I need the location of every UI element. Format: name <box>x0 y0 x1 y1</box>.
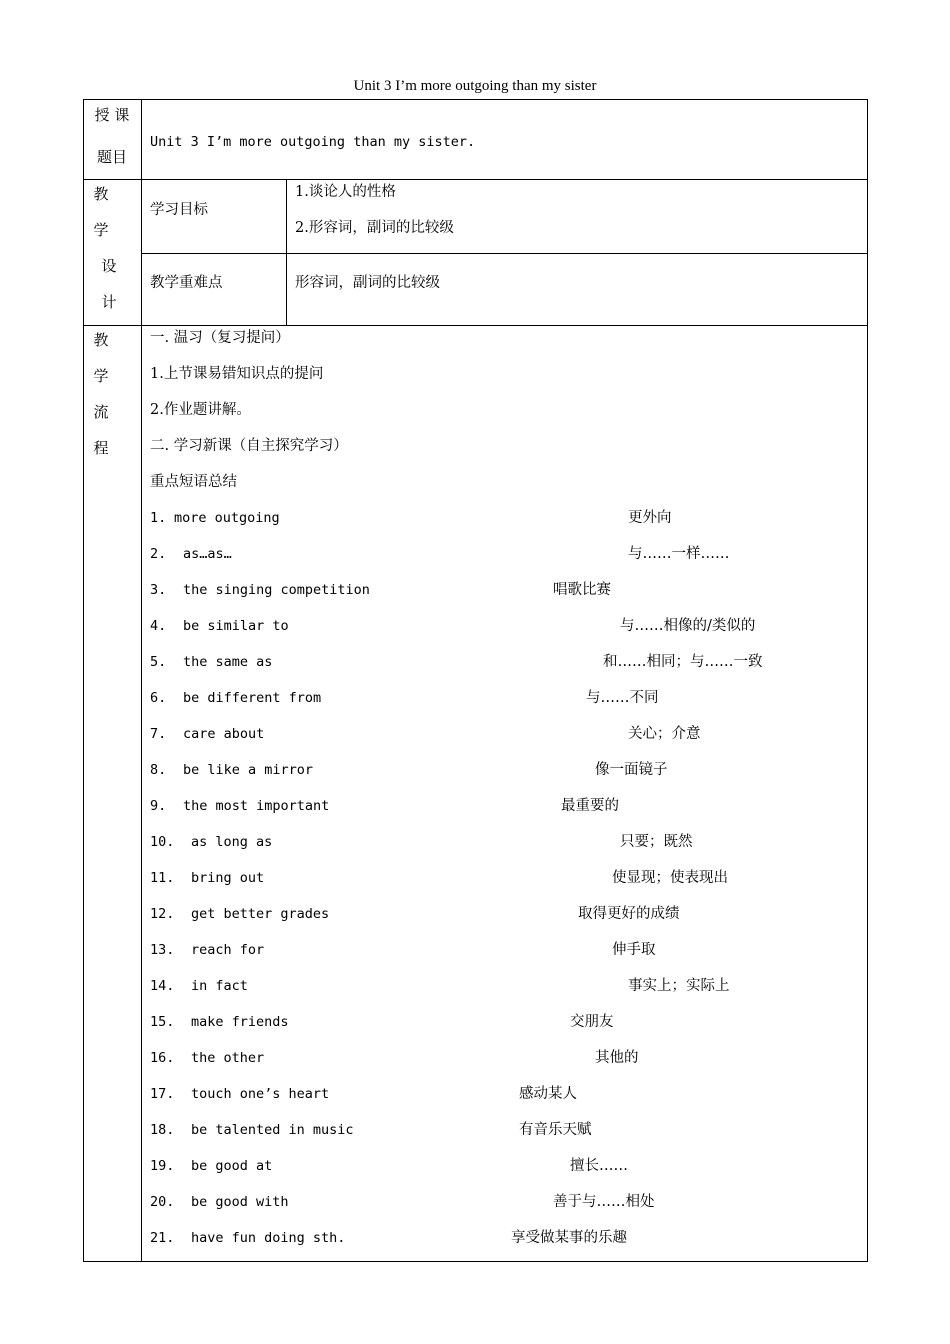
phrase-number: 12. <box>150 906 175 922</box>
phrase-english: be similar to <box>183 618 289 634</box>
phrase-english: be talented in music <box>191 1122 354 1138</box>
design-label-char: 计 <box>101 293 117 311</box>
phrase-chinese: 感动某人 <box>519 1086 577 1102</box>
phrase-number: 16. <box>150 1050 175 1066</box>
phrase-number: 5. <box>150 654 167 670</box>
phrase-number: 8. <box>150 762 167 778</box>
phrase-chinese: 最重要的 <box>561 798 619 814</box>
goal-item: 1.谈论人的性格 <box>295 184 396 200</box>
table-border <box>141 99 142 1262</box>
goals-label: 学习目标 <box>150 202 208 218</box>
phrase-number: 7. <box>150 726 167 742</box>
phrase-number: 9. <box>150 798 167 814</box>
phrase-chinese: 关心；介意 <box>628 726 701 742</box>
phrase-chinese: 与……一样…… <box>628 546 730 562</box>
process-line: 1.上节课易错知识点的提问 <box>150 366 324 382</box>
phrase-chinese: 伸手取 <box>612 942 656 958</box>
phrase-chinese: 更外向 <box>628 510 672 526</box>
process-label-char: 流 <box>93 403 109 421</box>
phrase-chinese: 使显现；使表现出 <box>612 870 728 886</box>
document-title: Unit 3 I’m more outgoing than my sister <box>353 78 597 94</box>
phrase-number: 1. <box>150 510 167 526</box>
phrase-english: reach for <box>191 942 265 958</box>
process-line: 二. 学习新课（自主探究学习） <box>150 438 348 454</box>
table-border <box>83 99 84 1262</box>
goal-item: 2.形容词，副词的比较级 <box>295 220 454 236</box>
phrase-english: make friends <box>191 1014 289 1030</box>
course-title-value: Unit 3 I’m more outgoing than my sister. <box>150 134 476 150</box>
phrase-english: be good at <box>191 1158 273 1174</box>
phrase-chinese: 享受做某事的乐趣 <box>511 1230 627 1246</box>
phrase-number: 2. <box>150 546 167 562</box>
table-border <box>83 1261 868 1262</box>
phrase-english: more outgoing <box>174 510 280 526</box>
phrase-chinese: 只要；既然 <box>620 834 693 850</box>
process-line: 2.作业题讲解。 <box>150 402 251 418</box>
process-label-char: 学 <box>93 367 109 385</box>
phrase-number: 20. <box>150 1194 175 1210</box>
phrase-english: the same as <box>183 654 273 670</box>
phrase-english: the singing competition <box>183 582 370 598</box>
phrase-chinese: 和……相同；与……一致 <box>603 654 763 670</box>
table-border <box>867 99 868 1262</box>
phrase-english: as…as… <box>183 546 232 562</box>
phrase-number: 17. <box>150 1086 175 1102</box>
process-line: 一. 温习（复习提问） <box>150 330 290 346</box>
phrase-english: the most important <box>183 798 330 814</box>
phrase-chinese: 其他的 <box>595 1050 639 1066</box>
table-border <box>141 253 868 254</box>
phrase-chinese: 事实上；实际上 <box>628 978 730 994</box>
phrase-number: 15. <box>150 1014 175 1030</box>
phrase-number: 19. <box>150 1158 175 1174</box>
phrase-english: in fact <box>191 978 248 994</box>
phrase-english: get better grades <box>191 906 330 922</box>
phrase-chinese: 与……相像的/类似的 <box>620 618 756 634</box>
design-label-char: 设 <box>101 257 117 275</box>
phrase-number: 4. <box>150 618 167 634</box>
design-label-char: 学 <box>93 221 109 239</box>
phrase-number: 21. <box>150 1230 175 1246</box>
phrase-number: 18. <box>150 1122 175 1138</box>
phrase-number: 10. <box>150 834 175 850</box>
phrase-english: bring out <box>191 870 265 886</box>
phrase-chinese: 善于与……相处 <box>553 1194 655 1210</box>
phrase-english: have fun doing sth. <box>191 1230 346 1246</box>
phrase-chinese: 有音乐天赋 <box>519 1122 592 1138</box>
difficulty-label: 教学重难点 <box>150 275 223 291</box>
table-border <box>286 179 287 326</box>
phrase-english: as long as <box>191 834 273 850</box>
difficulty-value: 形容词，副词的比较级 <box>295 275 440 291</box>
phrase-number: 3. <box>150 582 167 598</box>
design-label-char: 教 <box>93 185 109 203</box>
phrase-english: be like a mirror <box>183 762 314 778</box>
phrase-chinese: 擅长…… <box>570 1158 628 1174</box>
table-border <box>83 179 868 180</box>
phrase-chinese: 与……不同 <box>586 690 659 706</box>
process-line: 重点短语总结 <box>150 474 237 490</box>
phrase-english: touch one’s heart <box>191 1086 330 1102</box>
phrase-english: be good with <box>191 1194 289 1210</box>
process-label-char: 程 <box>93 439 109 457</box>
course-label: 授 课 <box>94 106 130 124</box>
phrase-english: be different from <box>183 690 322 706</box>
table-border <box>83 99 868 100</box>
phrase-english: the other <box>191 1050 265 1066</box>
phrase-chinese: 唱歌比赛 <box>553 582 611 598</box>
phrase-chinese: 取得更好的成绩 <box>578 906 680 922</box>
process-label-char: 教 <box>93 331 109 349</box>
course-label: 题目 <box>96 148 127 166</box>
phrase-number: 13. <box>150 942 175 958</box>
phrase-number: 6. <box>150 690 167 706</box>
phrase-chinese: 交朋友 <box>570 1014 614 1030</box>
phrase-chinese: 像一面镜子 <box>595 762 668 778</box>
phrase-number: 14. <box>150 978 175 994</box>
phrase-number: 11. <box>150 870 175 886</box>
table-border <box>83 325 868 326</box>
phrase-english: care about <box>183 726 265 742</box>
